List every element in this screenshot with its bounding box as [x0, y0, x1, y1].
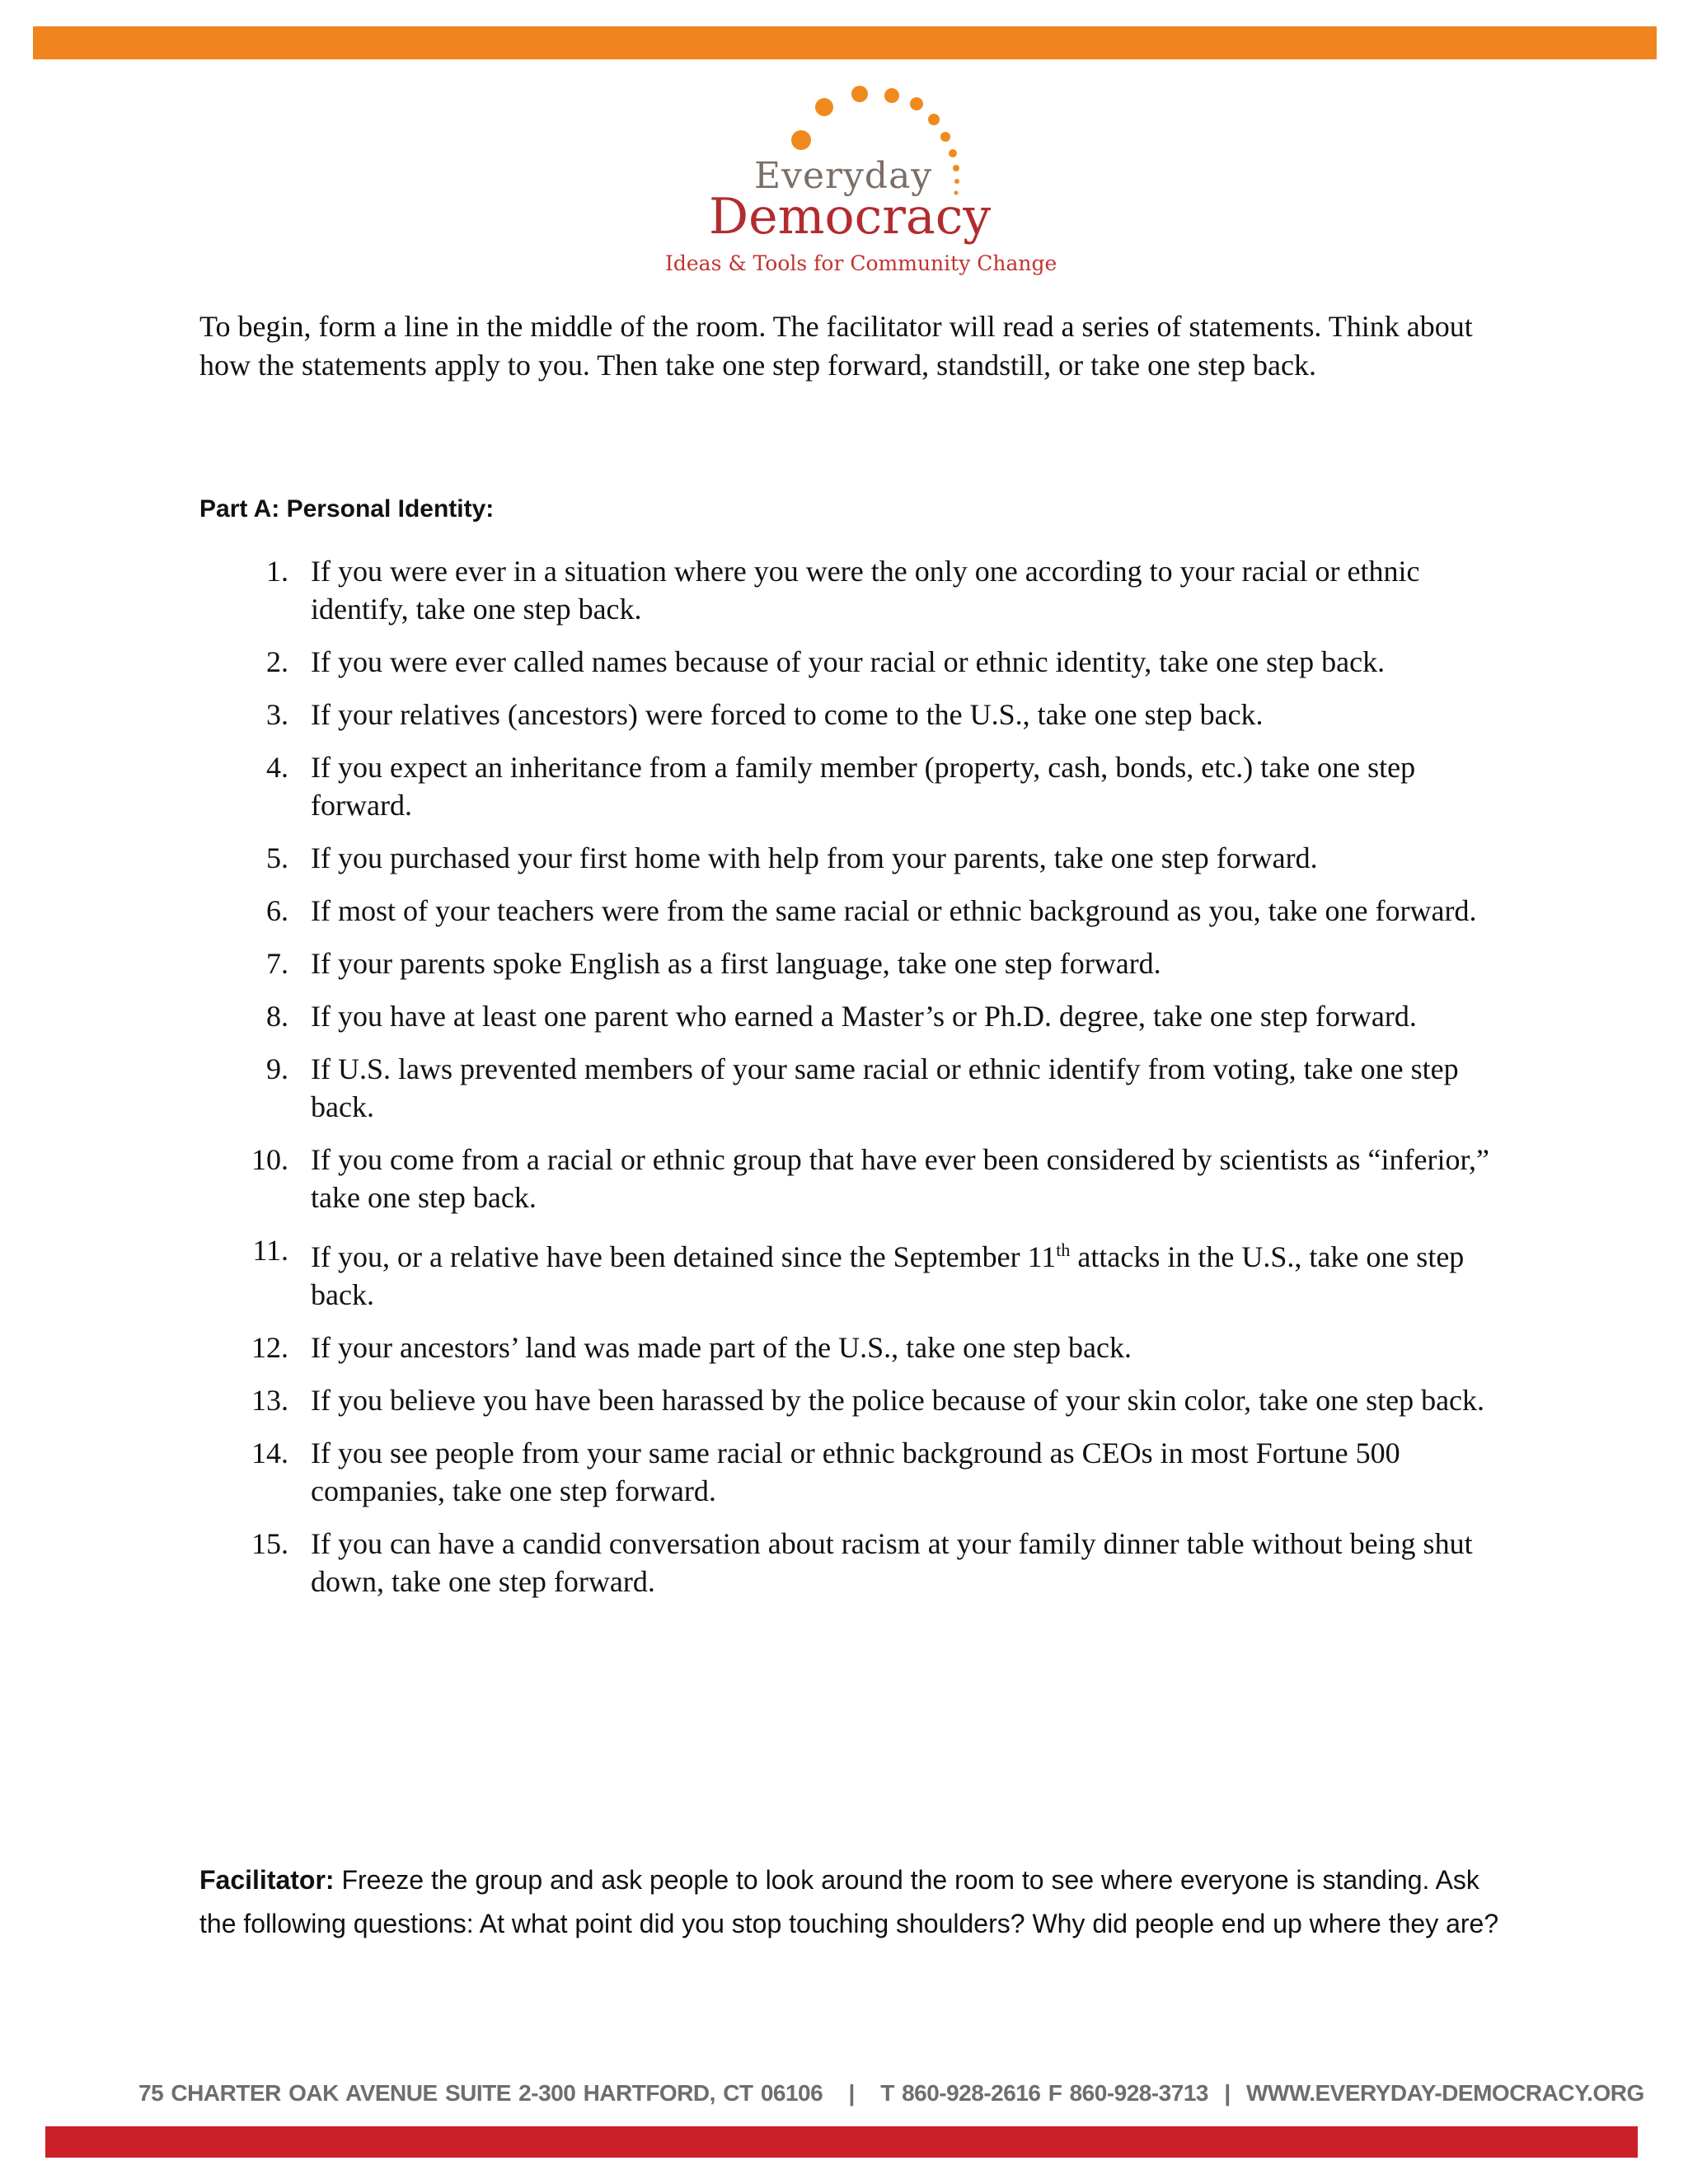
footer-separator: |: [848, 2080, 855, 2106]
statement-text: If U.S. laws prevented members of your same racial or ethnic identify from voting, take one step back.: [311, 1052, 1459, 1123]
statement-number: 5.: [266, 841, 288, 874]
statement-number: 15.: [251, 1527, 288, 1560]
facilitator-note: [199, 1858, 1502, 1946]
statement-number: 3.: [266, 698, 288, 731]
statement-item: [199, 1231, 1502, 1314]
statement-item: [199, 944, 1502, 982]
statement-text: If you have at least one parent who earned a Master’s or Ph.D. degree, take one step forward.: [311, 1000, 1417, 1033]
logo-wordmark-everyday: Everyday: [754, 155, 933, 197]
statement-item: [199, 696, 1502, 733]
part-a-heading: Part A: Personal Identity:: [199, 495, 495, 523]
facilitator-text: Freeze the group and ask people to look around the room to see where everyone is standing. Ask the following questions: At what point did you stop touching shoulders? Why did people end up where they are?: [199, 1865, 1499, 1938]
statement-text: If you come from a racial or ethnic group that have ever been considered by scientists as “inferior,” take one step back.: [311, 1143, 1489, 1214]
top-accent-bar: [33, 26, 1657, 59]
statement-text: If you were ever in a situation where you were the only one according to your racial or ethnic identify, take one step back.: [311, 555, 1420, 626]
statement-text: If you were ever called names because of your racial or ethnic identity, take one step back.: [311, 645, 1386, 678]
statement-text: If you see people from your same racial or ethnic background as CEOs in most Fortune 500 companies, take one step forward.: [311, 1436, 1400, 1507]
statement-item: [199, 1050, 1502, 1126]
statement-text: If you purchased your first home with help from your parents, take one step forward.: [311, 841, 1318, 874]
statement-number: 6.: [266, 894, 288, 927]
statement-item: [199, 997, 1502, 1035]
footer-address: 75 CHARTER OAK AVENUE SUITE 2-300 HARTFORD, CT 06106: [138, 2080, 823, 2106]
statement-item: [199, 892, 1502, 930]
statement-number: 1.: [266, 555, 288, 588]
bottom-accent-bar: [45, 2126, 1638, 2158]
statement-item: [199, 1381, 1502, 1419]
statement-text: If your parents spoke English as a first language, take one step forward.: [311, 947, 1161, 980]
statement-number: 14.: [251, 1436, 288, 1469]
facilitator-label: Facilitator:: [199, 1865, 335, 1895]
logo-wordmark-democracy: Democracy: [709, 188, 992, 246]
statement-number: 2.: [266, 645, 288, 678]
statement-number: 9.: [266, 1052, 288, 1085]
statement-text: If you believe you have been harassed by the police because of your skin color, take one step back.: [311, 1384, 1485, 1417]
statements-list: [199, 552, 1502, 1615]
statement-text-cont: attacks in the U.S., take one step back.: [311, 1240, 1465, 1311]
statement-item: [199, 643, 1502, 681]
statement-number: 12.: [251, 1331, 288, 1364]
logo-tagline: Ideas & Tools for Community Change: [665, 251, 1057, 275]
footer-contact: [138, 2080, 1644, 2107]
statement-text: If you, or a relative have been detained since the September 11: [311, 1240, 1057, 1273]
statement-number: 11.: [252, 1234, 288, 1267]
statement-number: 8.: [266, 1000, 288, 1033]
statement-text: If you expect an inheritance from a family member (property, cash, bonds, etc.) take one step forward.: [311, 751, 1416, 822]
everyday-democracy-logo: [665, 82, 1057, 280]
statement-item: [199, 1434, 1502, 1510]
statement-item: [199, 748, 1502, 824]
superscript-th: th: [1056, 1240, 1071, 1260]
statement-text: If you can have a candid conversation about racism at your family dinner table without being shut down, take one step forward.: [311, 1527, 1473, 1598]
footer-website: WWW.EVERYDAY-DEMOCRACY.ORG: [1245, 2080, 1644, 2106]
footer-phones: T 860-928-2616 F 860-928-3713: [880, 2080, 1208, 2106]
statement-item: [199, 552, 1502, 628]
statement-item: [199, 839, 1502, 877]
statement-number: 7.: [266, 947, 288, 980]
statement-text: If most of your teachers were from the same racial or ethnic background as you, take one forward.: [311, 894, 1477, 927]
statement-number: 10.: [251, 1143, 288, 1176]
statement-text: If your ancestors’ land was made part of the U.S., take one step back.: [311, 1331, 1132, 1364]
intro-paragraph: To begin, form a line in the middle of the room. The facilitator will read a series of statements. Think about how the statements apply to you. Then take one step forward, standstill, or take one step back.: [199, 310, 1473, 382]
statement-item: [199, 1525, 1502, 1601]
footer-separator: |: [1224, 2080, 1231, 2106]
statement-number: 4.: [266, 751, 288, 784]
statement-item: [199, 1141, 1502, 1216]
statement-text: If your relatives (ancestors) were forced to come to the U.S., take one step back.: [311, 698, 1264, 731]
statement-number: 13.: [251, 1384, 288, 1417]
statement-item: [199, 1329, 1502, 1366]
